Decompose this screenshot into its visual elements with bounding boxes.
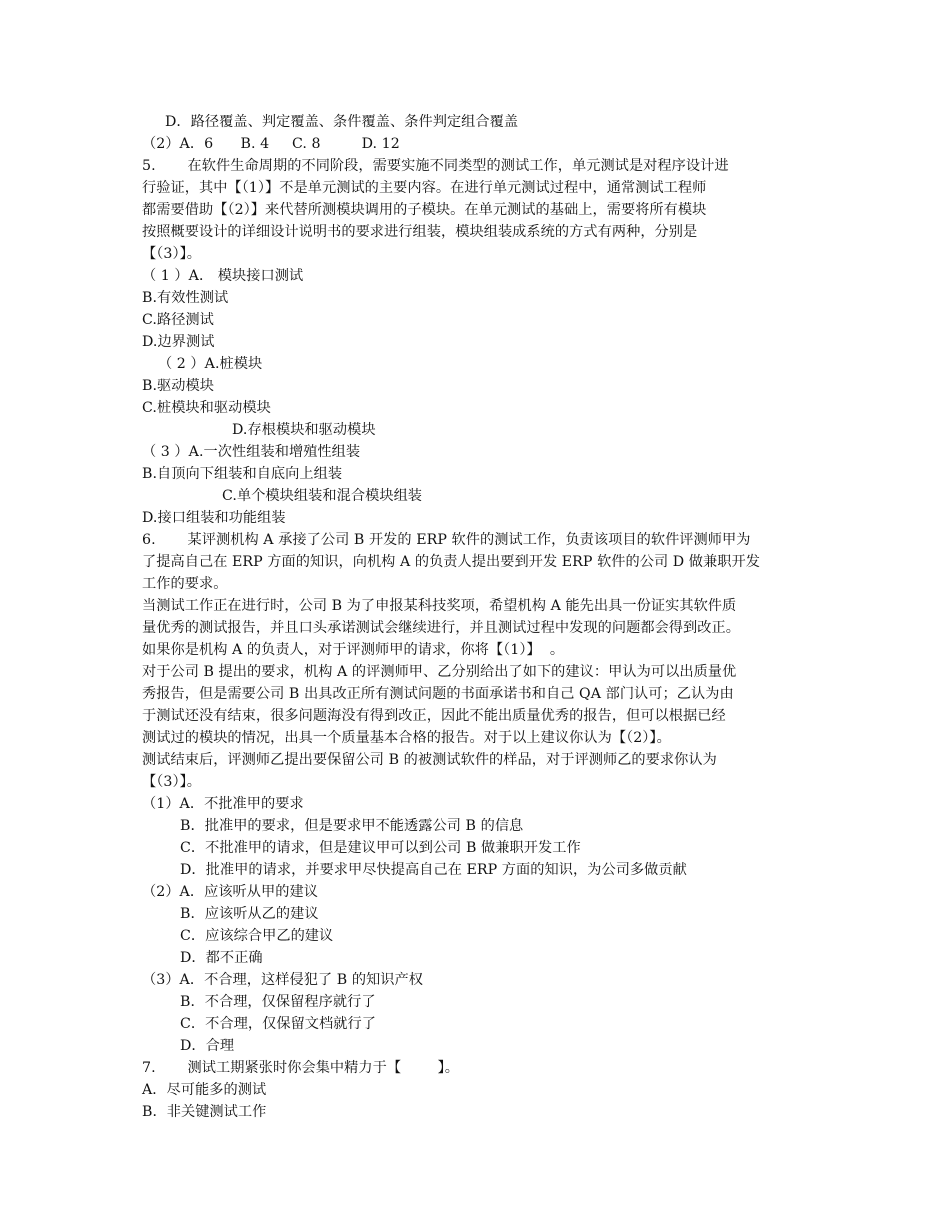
q5-stem-line-2: 行验证，其中【（1）】不是单元测试的主要内容。在进行单元测试过程中，通常测试工程师 (142, 180, 707, 196)
q6-sub3-option-c: C．不合理，仅保留文档就行了 (180, 1016, 376, 1032)
q6-stem-line-6: 如果你是机构 A 的负责人，对于评测师甲的请求，你将【（1）】 。 (142, 642, 565, 658)
q6-stem-line-8: 秀报告，但是需要公司 B 出具改正所有测试问题的书面承诺书和自己 QA 部门认可；乙认为由 (142, 686, 734, 702)
q5-stem-line-3: 都需要借助【（2）】来代替所测模块调用的子模块。在单元测试的基础上，需要将所有模块 (142, 202, 707, 218)
q6-sub1-option-b: B．批准甲的要求，但是要求甲不能透露公司 B 的信息 (180, 818, 524, 834)
q6-sub1-option-a: （1）A．不批准甲的要求 (142, 796, 304, 812)
q6-sub1-option-c: C．不批准甲的请求，但是建议甲可以到公司 B 做兼职开发工作 (180, 840, 581, 856)
q6-sub3-option-b: B．不合理，仅保留程序就行了 (180, 994, 376, 1010)
q7-option-b: B．非关键测试工作 (142, 1104, 267, 1120)
q6-sub2-option-a: （2）A．应该听从甲的建议 (142, 884, 318, 900)
q5-sub3-option-a: （ 3 ）A.一次性组装和增殖性组装 (142, 444, 361, 460)
q5-sub3-option-c: C.单个模块组装和混合模块组装 (222, 488, 423, 504)
q6-sub2-option-b: B．应该听从乙的建议 (180, 906, 319, 922)
q6-stem-line-4: 当测试工作正在进行时，公司 B 为了申报某科技奖项，希望机构 A 能先出具一份证实其软件质 (142, 598, 737, 614)
q5-sub3-option-d: D.接口组装和功能组装 (142, 510, 286, 526)
q6-stem-line-1: 6. 某评测机构 A 承接了公司 B 开发的 ERP 软件的测试工作，负责该项目的软件评测师甲为 (142, 532, 751, 548)
q4-option-d: D．路径覆盖、判定覆盖、条件覆盖、条件判定组合覆盖 (165, 114, 519, 130)
q6-sub3-option-a: （3）A．不合理，这样侵犯了 B 的知识产权 (142, 972, 424, 988)
q5-sub2-option-a: （ 2 ）A.桩模块 (158, 356, 263, 372)
q7-option-a: A．尽可能多的测试 (142, 1082, 267, 1098)
q5-sub2-option-c: C.桩模块和驱动模块 (142, 400, 271, 416)
q6-sub2-option-d: D．都不正确 (180, 950, 263, 966)
q5-sub1-option-b: B.有效性测试 (142, 290, 229, 306)
q6-sub2-option-c: C．应该综合甲乙的建议 (180, 928, 334, 944)
q5-stem-line-4: 按照概要设计的详细设计说明书的要求进行组装，模块组装成系统的方式有两种，分别是 (142, 224, 698, 240)
q6-stem-line-12: 【（3）】。 (142, 774, 201, 790)
q7-stem: 7. 测试工期紧张时你会集中精力于【 】。 (142, 1060, 459, 1076)
q5-stem-line-5: 【（3）】。 (142, 246, 201, 262)
q5-sub1-option-c: C.路径测试 (142, 312, 214, 328)
q6-stem-line-11: 测试结束后，评测师乙提出要保留公司 B 的被测试软件的样品，对于评测师乙的要求你认为 (142, 752, 717, 768)
q6-stem-line-3: 工作的要求。 (142, 576, 228, 592)
q5-stem-line-1: 5. 在软件生命周期的不同阶段，需要实施不同类型的测试工作，单元测试是对程序设计进 (142, 158, 729, 174)
q5-sub1-option-a: （ 1 ）A． 模块接口测试 (142, 268, 304, 284)
q5-sub2-option-b: B.驱动模块 (142, 378, 214, 394)
q4-sub2-options: （2）A．6 B. 4 C. 8 D. 12 (142, 136, 400, 152)
q5-sub1-option-d: D.边界测试 (142, 334, 215, 350)
q6-sub1-option-d: D．批准甲的请求，并要求甲尽快提高自己在 ERP 方面的知识，为公司多做贡献 (180, 862, 687, 878)
q6-stem-line-9: 于测试还没有结束，很多问题海没有得到改正，因此不能出质量优秀的报告，但可以根据已经 (142, 708, 726, 724)
q6-sub3-option-d: D．合理 (180, 1038, 235, 1054)
q6-stem-line-7: 对于公司 B 提出的要求，机构 A 的评测师甲、乙分别给出了如下的建议：甲认为可以出质量优 (142, 664, 737, 680)
q6-stem-line-5: 量优秀的测试报告，并且口头承诺测试会继续进行，并且测试过程中发现的问题都会得到改正。 (142, 620, 740, 636)
q6-stem-line-10: 测试过的模块的情况，出具一个质量基本合格的报告。对于以上建议你认为【（2）】。 (142, 730, 671, 746)
q5-sub2-option-d: D.存根模块和驱动模块 (232, 422, 376, 438)
q6-stem-line-2: 了提高自己在 ERP 方面的知识，向机构 A 的负责人提出要到开发 ERP 软件的公司 D 做兼职开发 (142, 554, 760, 570)
q5-sub3-option-b: B.自顶向下组装和自底向上组装 (142, 466, 343, 482)
